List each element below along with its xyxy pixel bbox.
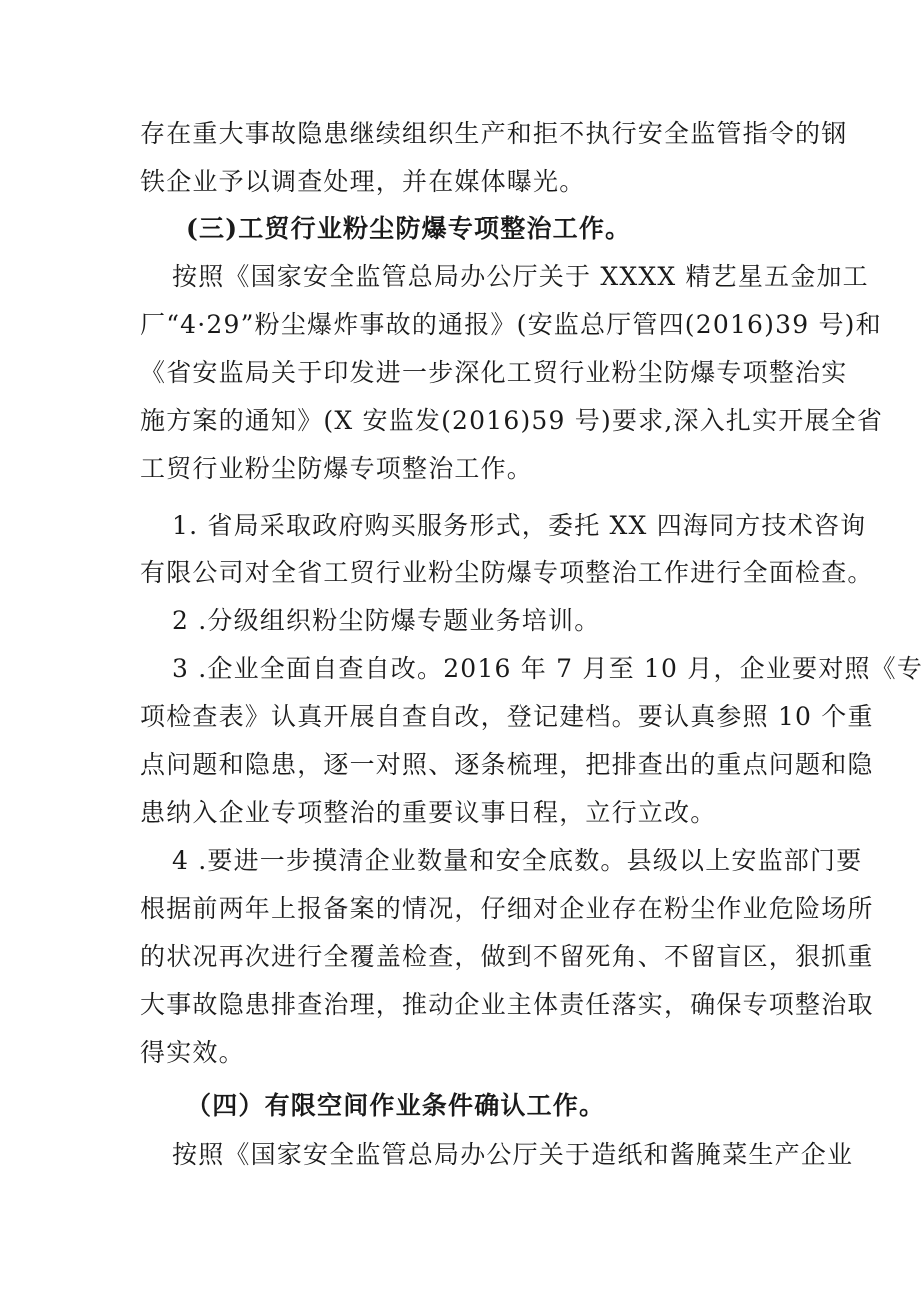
text-line: 按照《国家安全监管总局办公厅关于 XXXX 精艺星五金加工 [172, 262, 869, 291]
text-line: 得实效。 [140, 1038, 245, 1067]
text-line: 点问题和隐患，逐一对照、逐条梳理，把排查出的重点问题和隐 [140, 750, 874, 779]
text-line: 3 .企业全面自查自改。2016 年 7 月至 10 月，企业要对照《专 [172, 654, 923, 683]
text-line: 大事故隐患排查治理，推动企业主体责任落实，确保专项整治取 [140, 990, 874, 1019]
text-line: 有限公司对全省工贸行业粉尘防爆专项整治工作进行全面检查。 [140, 558, 874, 587]
text-line: 根据前两年上报备案的情况，仔细对企业存在粉尘作业危险场所 [140, 894, 874, 923]
section-heading-3: (三)工贸行业粉尘防爆专项整治工作。 [186, 214, 632, 243]
text-line: 存在重大事故隐患继续组织生产和拒不执行安全监管指令的钢 [140, 119, 848, 148]
section-heading-4: （四）有限空间作业条件确认工作。 [186, 1091, 606, 1120]
text-line: 《省安监局关于印发进一步深化工贸行业粉尘防爆专项整治实 [140, 358, 848, 387]
text-line: 的状况再次进行全覆盖检查，做到不留死角、不留盲区，狠抓重 [140, 942, 874, 971]
text-line: 4 .要进一步摸清企业数量和安全底数。县级以上安监部门要 [172, 846, 863, 875]
text-line: 项检查表》认真开展自查自改，登记建档。要认真参照 10 个重 [140, 702, 874, 731]
text-line: 施方案的通知》(X 安监发(2016)59 号)要求,深入扎实开展全省 [140, 406, 884, 435]
text-line: 1. 省局采取政府购买服务形式，委托 XX 四海同方技术咨询 [172, 511, 867, 540]
text-line: 按照《国家安全监管总局办公厅关于造纸和酱腌菜生产企业 [172, 1140, 854, 1169]
text-line: 2 .分级组织粉尘防爆专题业务培训。 [172, 606, 601, 635]
text-line: 铁企业予以调查处理，并在媒体曝光。 [140, 167, 586, 196]
text-line: 工贸行业粉尘防爆专项整治工作。 [140, 454, 534, 483]
text-line: 厂“4·29”粉尘爆炸事故的通报》(安监总厅管四(2016)39 号)和 [140, 310, 882, 339]
text-line: 患纳入企业专项整治的重要议事日程，立行立改。 [140, 798, 717, 827]
